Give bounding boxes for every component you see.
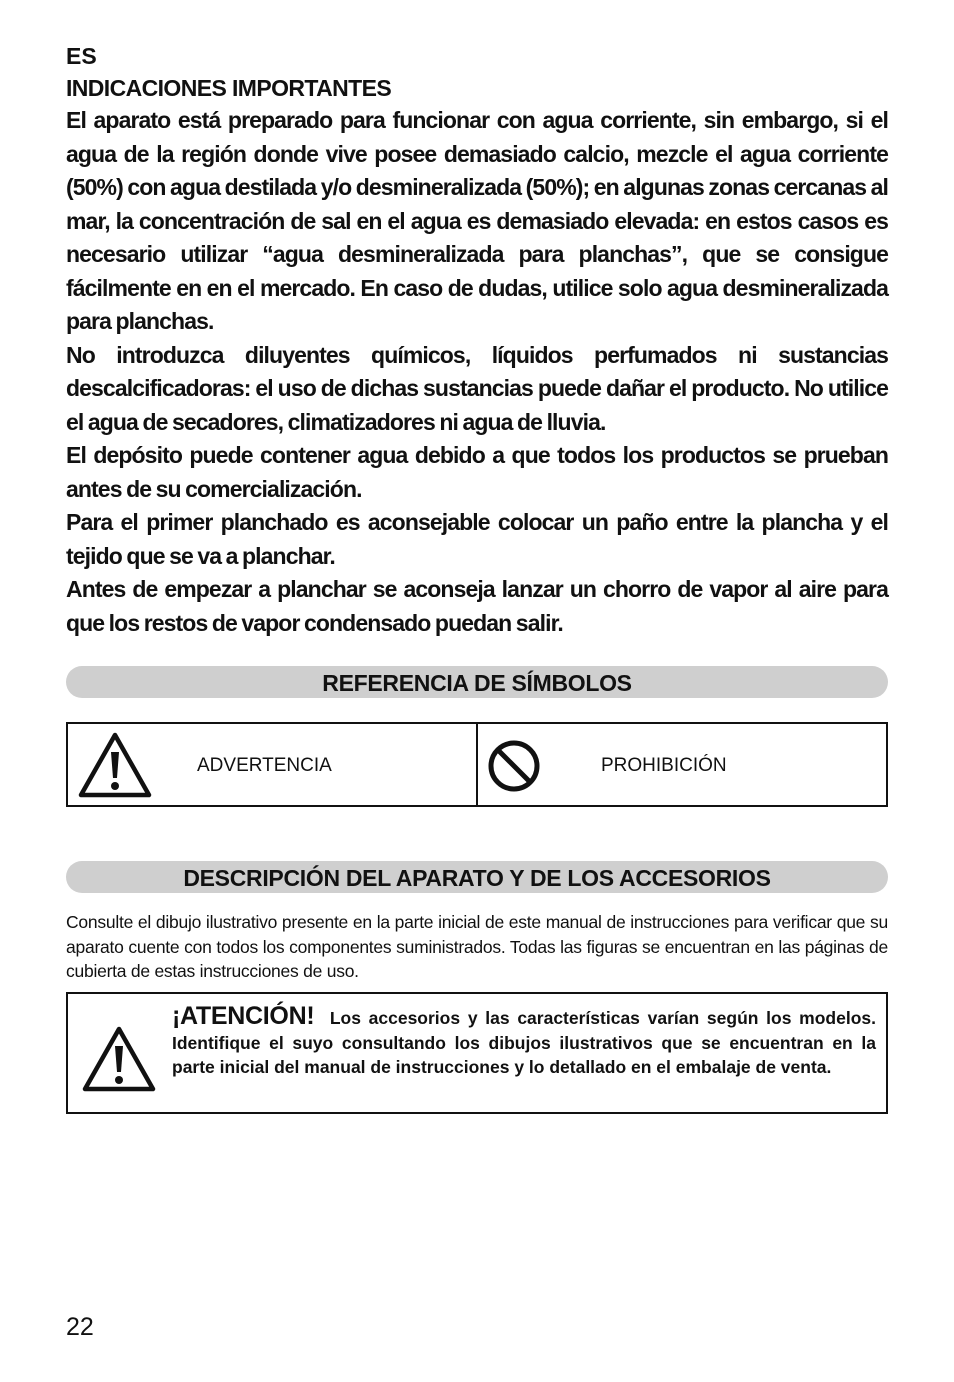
- attention-box: [66, 992, 888, 1114]
- warning-triangle-icon: [80, 1024, 158, 1094]
- description-section-title: DESCRIPCIÓN DEL APARATO Y DE LOS ACCESORIOS: [66, 861, 888, 893]
- note-paragraph-1: El aparato está preparado para funcionar con agua corriente, sin embargo, si el agua de la región donde vive posee demasiado calcio, mezcle el agua corriente (50%) con agua destilada y/o desmineralizada (50%); en algunas zonas cercanas al mar, la concentración de sal en el agua es demasiado elevada: en estos casos es necesario utilizar “agua desmineralizada para planchas”, que se consigue fácilmente en en el mercado. En caso de dudas, utilice solo agua desmineralizada para planchas.: [66, 107, 888, 334]
- symbols-table: [66, 722, 888, 807]
- page-number: 22: [66, 1313, 94, 1341]
- note-paragraph-2: No introduzca diluyentes químicos, líquidos perfumados ni sustancias descalcificadoras: el uso de dichas sustancias puede dañar el producto. No utilice el agua de secadores, climatizadores ni agua de lluvia.: [66, 341, 888, 435]
- description-text: Consulte el dibujo ilustrativo presente en la parte inicial de este manual de instrucciones para verificar que su aparato cuente con todos los componentes suministrados. Todas las figuras se encuentran en las páginas de cubierta de estas instrucciones de uso.: [66, 912, 888, 981]
- section-title: INDICACIONES IMPORTANTES: [66, 75, 392, 101]
- prohibition-icon: [486, 738, 542, 794]
- attention-title: ¡ATENCIÓN!: [172, 1002, 315, 1030]
- note-paragraph-3: El depósito puede contener agua debido a que todos los productos se prueban antes de su comercialización.: [66, 442, 888, 502]
- important-notes-section: [66, 40, 888, 640]
- note-paragraph-4: Para el primer planchado es aconsejable colocar un paño entre la plancha y el tejido que se va a planchar.: [66, 509, 888, 569]
- attention-body: Los accesorios y las características varían según los modelos. Identifique el suyo consultando los dibujos ilustrativos que se encuentran en la parte inicial del manual de instrucciones y lo detallado en el embalaje de venta.: [172, 1008, 876, 1077]
- language-code: ES: [66, 43, 97, 69]
- attention-text-block: [172, 1004, 876, 1080]
- symbol-prohibition-label: PROHIBICIÓN: [601, 755, 727, 776]
- symbol-warning-label: ADVERTENCIA: [197, 755, 332, 776]
- warning-triangle-icon: [76, 730, 154, 800]
- note-paragraph-5: Antes de empezar a planchar se aconseja lanzar un chorro de vapor al aire para que los restos de vapor condensado puedan salir.: [66, 576, 888, 636]
- symbol-warning-cell: [68, 724, 476, 805]
- symbols-section-title: REFERENCIA DE SÍMBOLOS: [66, 666, 888, 698]
- symbol-prohibition-cell: [476, 724, 886, 805]
